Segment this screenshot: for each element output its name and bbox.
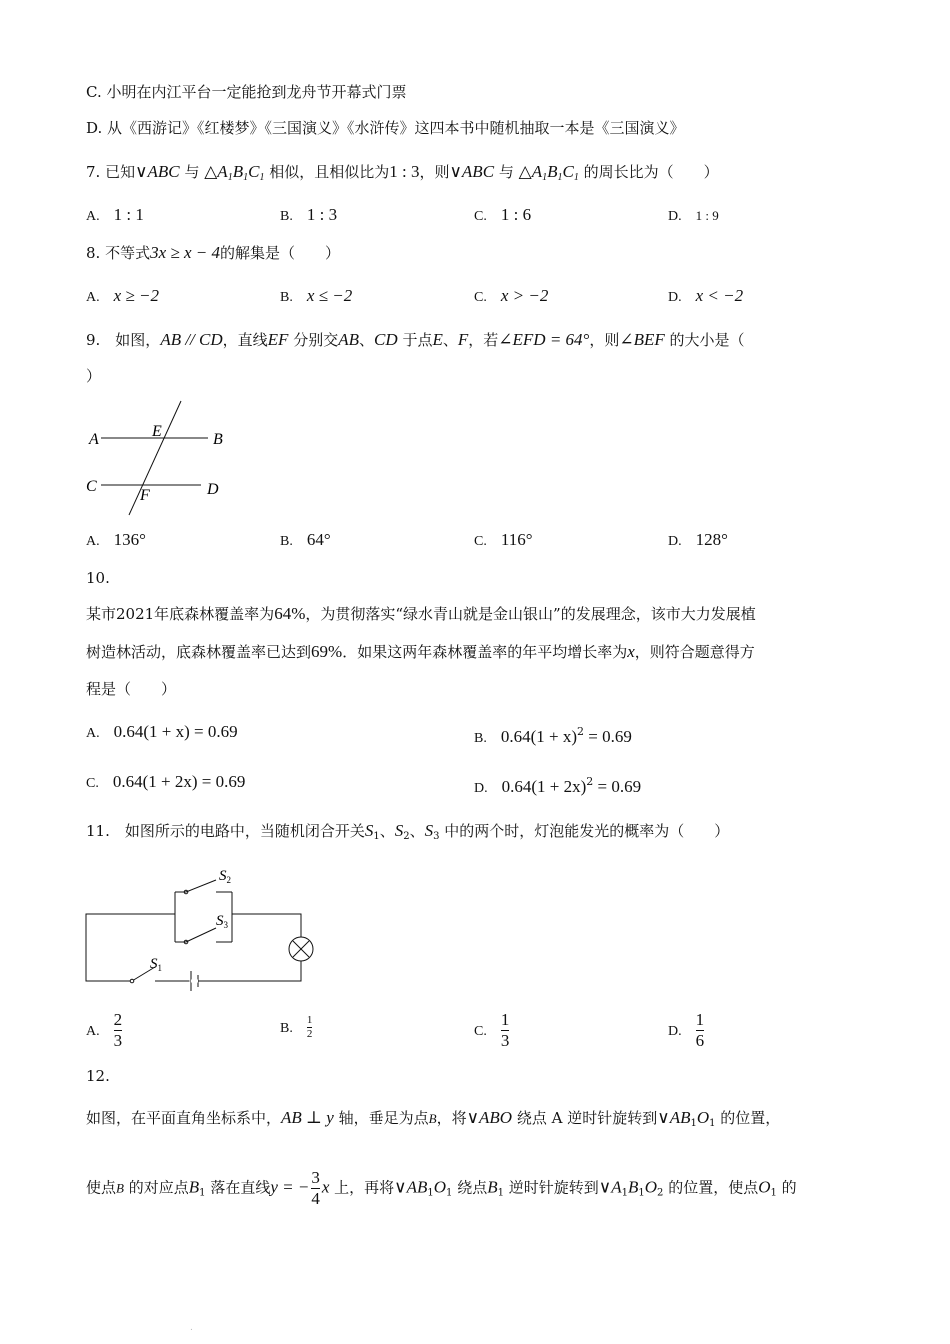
line-ef <box>129 401 181 515</box>
label-c: C <box>86 478 97 495</box>
label-s3: $S_3$ <box>216 913 228 930</box>
switch-s2 <box>186 880 216 892</box>
label-s1: $S_1$ <box>150 956 162 973</box>
q9-figure <box>80 395 240 520</box>
q10-option-d[interactable]: D. $0.64(1 + 2x)^2 = 0.69$ <box>474 775 642 796</box>
q10-option-c[interactable]: C. 0.64(1 + 2x) = 0.69 <box>86 772 246 791</box>
q9-stem-close: ） <box>86 367 102 385</box>
label-b: B <box>213 431 223 448</box>
wire-right <box>198 914 301 981</box>
q7-option-d[interactable]: D. 1 : 9 <box>668 208 719 224</box>
label-a: A <box>89 431 99 448</box>
q7-option-c[interactable]: C. 1 : 6 <box>474 205 532 224</box>
q11-circuit <box>80 862 330 992</box>
label-e: E <box>152 423 162 440</box>
q9-option-a[interactable]: A. 136° <box>86 530 146 549</box>
q7-option-b[interactable]: B. 1 : 3 <box>280 205 338 224</box>
q7-stem: 7. 已知∨ABC 与 $\triangle A_1B_1C_1$ 相似，且相似比为1 : 3，则∨ABC 与 $\triangle A_1B_1C_1$ 的周长比为（ ） <box>86 162 719 183</box>
footer-mark: . <box>190 1323 193 1333</box>
q9-stem: 9. 如图，AB // CD，直线EF 分别交AB、CD 于点E、F，若∠EFD = 64°，则∠BEF 的大小是（ <box>86 330 745 349</box>
fraction: $\frac{1}{2}$ <box>306 1014 313 1040</box>
q11-stem: 11. 如图所示的电路中，当随机闭合开关$S_1$、$S_2$、$S_3$ 中的两个时，灯泡能发光的概率为（ ） <box>86 821 730 842</box>
q9-option-c[interactable]: C. 116° <box>474 530 533 549</box>
q11-option-a[interactable]: A. $\frac{2}{3}$ <box>86 1010 123 1050</box>
q12-number: 12. <box>86 1067 110 1085</box>
q11-option-c[interactable]: C. $\frac{1}{3}$ <box>474 1010 510 1050</box>
q10-line3: 程是（ ） <box>86 680 177 698</box>
q10-line2: 树造林活动，底森林覆盖率已达到69%．如果这两年森林覆盖率的年平均增长率为x，则符合题意得方 <box>86 642 755 661</box>
fraction: $\frac{2}{3}$ <box>113 1010 123 1050</box>
q9-option-d[interactable]: D. 128° <box>668 530 728 549</box>
q6-option-d: D. 从《西游记》《红楼梦》《三国演义》《水浒传》这四本书中随机抽取一本是《三国演义》 <box>86 119 685 137</box>
q8-option-b[interactable]: B. x ≤ −2 <box>280 286 353 305</box>
q12-line2: 使点B 的对应点$B_1$ 落在直线y = − $\frac{3}{4}$ x 上，再将$\vee AB_1O_1$ 绕点$B_1$ 逆时针旋转到$\vee A_1B_1O_2$ 的位置，使点$O_1$ 的 <box>86 1168 797 1208</box>
label-d: D <box>207 481 219 498</box>
q11-option-d[interactable]: D. $\frac{1}{6}$ <box>668 1010 705 1050</box>
fraction: $\frac{1}{3}$ <box>500 1010 510 1050</box>
q9-option-b[interactable]: B. 64° <box>280 530 331 549</box>
label-s2: $S_2$ <box>219 868 231 885</box>
q10-option-b[interactable]: B. $0.64(1 + x)^2 = 0.69$ <box>474 725 632 746</box>
switch-s3 <box>186 928 216 942</box>
q10-line1: 某市2021年底森林覆盖率为64%，为贯彻落实“绿水青山就是金山银山”的发展理念，该市大力发展植 <box>86 604 756 623</box>
q8-option-d[interactable]: D. x < −2 <box>668 286 744 305</box>
q10-number: 10. <box>86 569 110 587</box>
fraction: $\frac{1}{6}$ <box>695 1010 705 1050</box>
q10-option-a[interactable]: A. 0.64(1 + x) = 0.69 <box>86 722 238 741</box>
q8-stem: 8. 不等式3x ≥ x − 4的解集是（ ） <box>86 243 341 262</box>
fraction: $\frac{3}{4}$ <box>311 1168 320 1208</box>
q8-option-a[interactable]: A. x ≥ −2 <box>86 286 159 305</box>
label-f: F <box>140 487 150 504</box>
q12-line1: 如图，在平面直角坐标系中，AB ⊥ y 轴，垂足为点B，将∨ABO 绕点 A 逆时针旋转到$\vee AB_1O_1$ 的位置， <box>86 1108 781 1129</box>
q7-option-a[interactable]: A. 1 : 1 <box>86 205 144 224</box>
q6-option-c: C. 小明在内江平台一定能抢到龙舟节开幕式门票 <box>86 83 407 101</box>
q8-option-c[interactable]: C. x > −2 <box>474 286 549 305</box>
q11-option-b[interactable]: B. $\frac{1}{2}$ <box>280 1014 313 1040</box>
